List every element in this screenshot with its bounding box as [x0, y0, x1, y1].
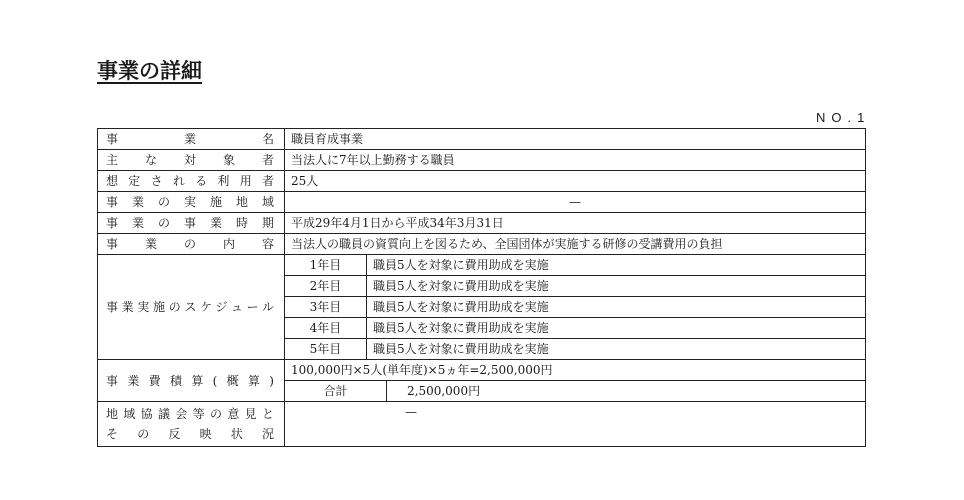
row-value: 25人 [285, 171, 866, 192]
schedule-year: 3年目 [285, 297, 367, 318]
row-label: 事業の実施地域 [98, 192, 285, 213]
schedule-year: 2年目 [285, 276, 367, 297]
cost-label: 事業費積算(概算) [98, 360, 285, 402]
schedule-label: 事業実施のスケジュール [98, 255, 285, 360]
schedule-year: 1年目 [285, 255, 367, 276]
page-title: 事業の詳細 [97, 59, 202, 83]
row-label: 事業の内容 [98, 234, 285, 255]
cost-formula: 100,000円×5人(単年度)×5ヵ年=2,500,000円 [285, 360, 866, 381]
opinion-label [98, 402, 285, 447]
row-value: 当法人に7年以上勤務する職員 [285, 150, 866, 171]
row-label: 主な対象者 [98, 150, 285, 171]
row-jigyomei [98, 129, 866, 150]
row-naiyo [98, 234, 866, 255]
cost-total-value: 2,500,000円 [387, 381, 866, 402]
cost-total-label: 合計 [285, 381, 387, 402]
schedule-text: 職員5人を対象に費用助成を実施 [367, 339, 866, 360]
schedule-text: 職員5人を対象に費用助成を実施 [367, 276, 866, 297]
row-riyosha [98, 171, 866, 192]
opinion-label-line2: その反映状況 [106, 427, 276, 441]
row-chiiki [98, 192, 866, 213]
document-number: NO.1 [816, 110, 871, 125]
opinion-row [98, 402, 866, 447]
schedule-text: 職員5人を対象に費用助成を実施 [367, 318, 866, 339]
schedule-text: 職員5人を対象に費用助成を実施 [367, 297, 866, 318]
schedule-year: 4年目 [285, 318, 367, 339]
row-taisho [98, 150, 866, 171]
opinion-label-line1: 地域協議会等の意見と [106, 407, 276, 421]
row-value: 平成29年4月1日から平成34年3月31日 [285, 213, 866, 234]
opinion-value: — [285, 402, 866, 447]
row-value: 職員育成事業 [285, 129, 866, 150]
row-jiki [98, 213, 866, 234]
cost-row [98, 360, 866, 381]
row-label: 事業の事業時期 [98, 213, 285, 234]
row-label: 想定される利用者 [98, 171, 285, 192]
schedule-year: 5年目 [285, 339, 367, 360]
schedule-text: 職員5人を対象に費用助成を実施 [367, 255, 866, 276]
row-value: 当法人の職員の資質向上を図るため、全国団体が実施する研修の受講費用の負担 [285, 234, 866, 255]
detail-table [97, 128, 866, 447]
row-value: — [285, 192, 866, 213]
row-label: 事業名 [98, 129, 285, 150]
schedule-row [98, 255, 866, 276]
